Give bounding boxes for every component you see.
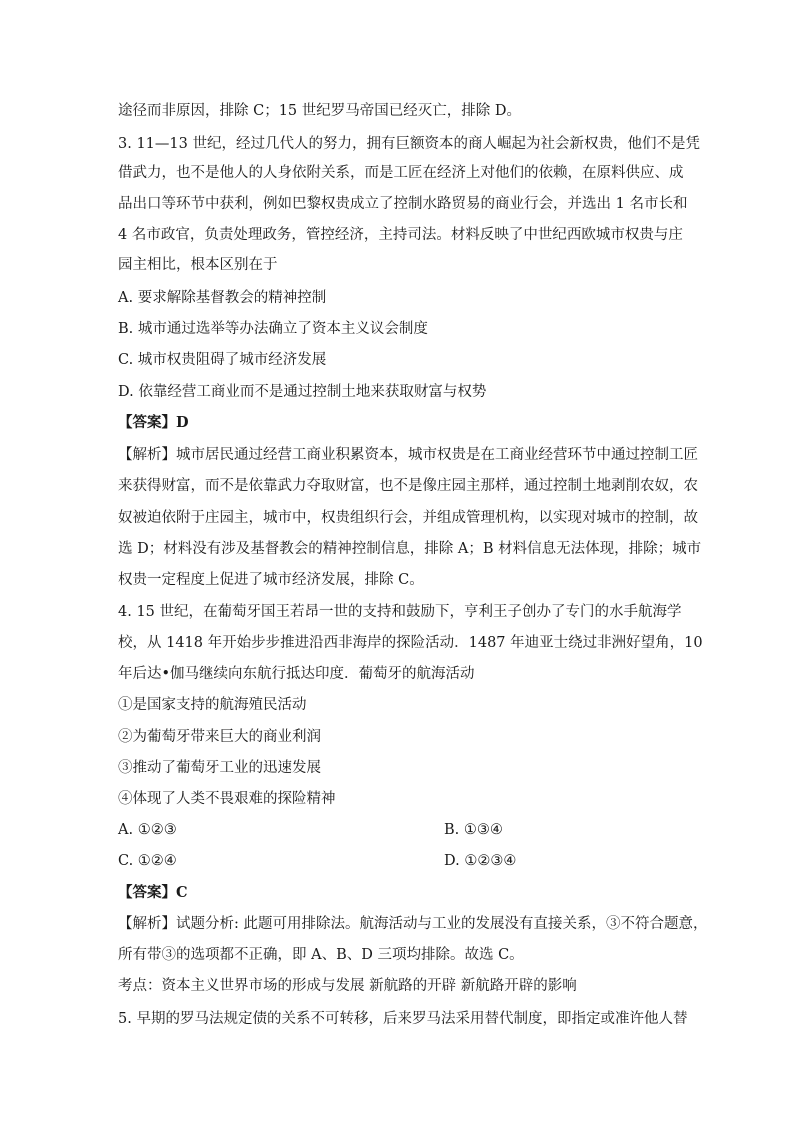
q4-option-d: D. ①②③④ (444, 853, 517, 869)
q3-analysis-line: 选 D；材料没有涉及基督教会的精神控制信息，排除 A；B 材料信息无法体现，排除；城市 (118, 541, 702, 557)
q4-answer: 【答案】C (118, 884, 188, 901)
q5-stem-line: 5. 早期的罗马法规定债的关系不可转移，后来罗马法采用替代制度，即指定或准许他人替 (118, 1011, 688, 1027)
q4-option-c: C. ①②④ (118, 853, 177, 869)
q4-item: ③推动了葡萄牙工业的迅速发展 (118, 760, 321, 776)
q4-stem-line: 校，从 1418 年开始步步推进沿西非海岸的探险活动．1487 年迪亚士绕过非洲好望角，10 (118, 635, 703, 651)
q3-option-b: B. 城市通过选举等办法确立了资本主义议会制度 (118, 321, 428, 337)
q3-analysis-line: 【解析】城市居民通过经营工商业积累资本，城市权贵是在工商业经营环节中通过控制工匠 (118, 447, 698, 463)
q3-analysis-line: 权贵一定程度上促进了城市经济发展，排除 C。 (118, 572, 424, 588)
q3-stem-line: 借武力，也不是他人的人身依附关系，而是工匠在经济上对他们的依赖，在原料供应、成 (118, 165, 684, 181)
intro-tail-text: 途径而非原因，排除 C；15 世纪罗马帝国已经灭亡，排除 D。 (118, 103, 521, 119)
q4-analysis-line: 【解析】试题分析: 此题可用排除法。航海活动与工业的发展没有直接关系，③不符合题意， (118, 916, 708, 932)
q3-analysis-line: 来获得财富，而不是依靠武力夺取财富，也不是像庄园主那样，通过控制土地剥削农奴，农 (118, 478, 698, 494)
q4-kaodian: 考点：资本主义世界市场的形成与发展 新航路的开辟 新航路开辟的影响 (118, 978, 577, 994)
q3-option-a: A. 要求解除基督教会的精神控制 (118, 290, 327, 306)
q3-option-c: C. 城市权贵阻碍了城市经济发展 (118, 352, 327, 368)
q4-stem-line: 年后达•伽马继续向东航行抵达印度．葡萄牙的航海活动 (118, 666, 475, 682)
q4-item: ④体现了人类不畏艰难的探险精神 (118, 791, 336, 807)
q4-item: ②为葡萄牙带来巨大的商业利润 (118, 729, 321, 745)
q3-stem-line: 品出口等环节中获利，例如巴黎权贵成立了控制水路贸易的商业行会，并选出 1 名市长和 (118, 196, 688, 212)
q3-stem-line: 3. 11—13 世纪，经过几代人的努力，拥有巨额资本的商人崛起为社会新权贵，他们不是凭 (118, 136, 700, 152)
q4-stem-line: 4. 15 世纪，在葡萄牙国王若昂一世的支持和鼓励下，亨利王子创办了专门的水手航海学 (118, 604, 682, 620)
q3-analysis-line: 奴被迫依附于庄园主，城市中，权贵组织行会，并组成管理机构，以实现对城市的控制，故 (118, 510, 698, 526)
q3-option-d: D. 依靠经营工商业而不是通过控制土地来获取财富与权势 (118, 384, 487, 400)
q3-stem-line: 4 名市政官，负责处理政务，管控经济，主持司法。材料反映了中世纪西欧城市权贵与庄 (118, 227, 683, 243)
q3-stem-line: 园主相比，根本区别在于 (118, 257, 278, 273)
q3-answer: 【答案】D (118, 414, 189, 431)
q4-option-a: A. ①②③ (118, 822, 177, 838)
q4-option-b: B. ①③④ (444, 822, 503, 838)
q4-item: ①是国家支持的航海殖民活动 (118, 697, 307, 713)
q4-analysis-line: 所有带③的选项都不正确，即 A、B、D 三项均排除。故选 C。 (118, 947, 524, 963)
